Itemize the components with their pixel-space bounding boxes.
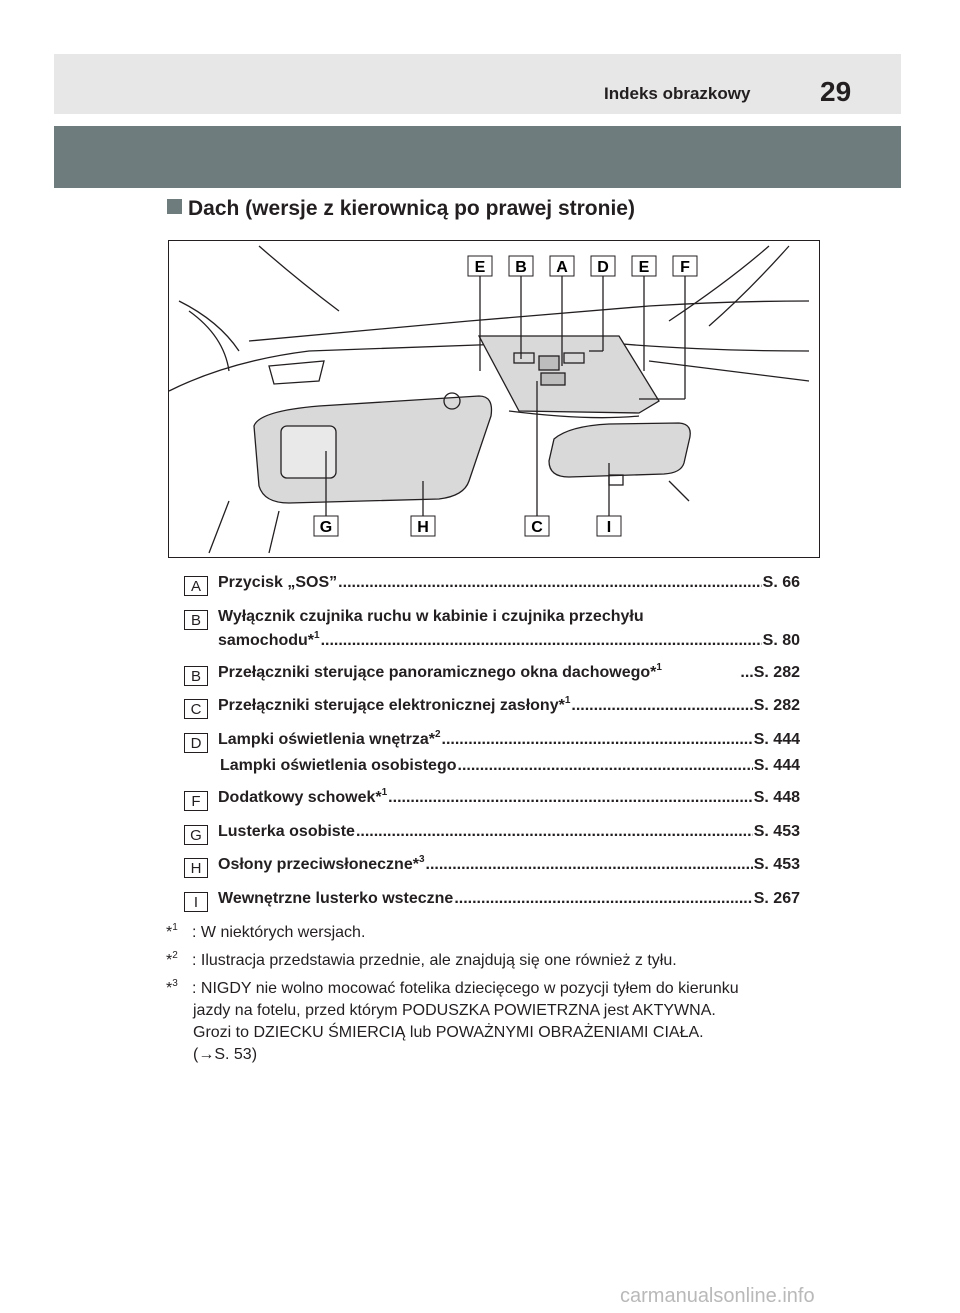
- entry-label: Lusterka osobiste: [218, 823, 355, 840]
- footnote-ref: 3: [418, 854, 425, 865]
- figure-label-top-5: E: [638, 259, 650, 276]
- figure-label-top-2: B: [515, 259, 527, 276]
- entry-badge: G: [184, 825, 208, 845]
- footnote-number: 3: [172, 978, 178, 989]
- footnote-ref: 1: [314, 630, 320, 641]
- figure-label-bottom-3: C: [531, 519, 543, 536]
- entry-label: Osłony przeciwsłoneczne*: [218, 856, 419, 873]
- entry-page[interactable]: S. 66: [762, 574, 800, 591]
- section-title-text: Dach (wersje z kierownicą po prawej stronie): [188, 197, 635, 220]
- entry-page[interactable]: ...S. 282: [740, 664, 800, 681]
- figure-label-bottom-4: I: [606, 519, 612, 536]
- roof-drawing: [169, 241, 819, 557]
- figure-label-top-4: D: [597, 259, 609, 276]
- entry-label: Przełączniki sterujące panoramicznego okna dachowego*: [218, 664, 657, 681]
- footnote-star: *: [166, 924, 173, 941]
- entry-label: Przycisk „SOS”: [218, 574, 338, 591]
- entry-badge: A: [184, 576, 208, 596]
- entry-page[interactable]: S. 453: [753, 823, 800, 840]
- entry-label-cont: Lampki oświetlenia osobistego: [220, 757, 457, 774]
- entry-badge: F: [184, 791, 208, 811]
- entry-page[interactable]: S. 282: [753, 697, 800, 714]
- header-band: [54, 126, 901, 188]
- entry-label: Wewnętrzne lusterko wsteczne: [218, 890, 454, 907]
- entry-page[interactable]: S. 80: [762, 632, 800, 649]
- footnote-text: : W niektórych wersjach.: [192, 924, 366, 941]
- entry-badge: B: [184, 610, 208, 630]
- entry-page[interactable]: S. 267: [753, 890, 800, 907]
- footnote-star: *: [166, 980, 173, 997]
- footnote-text: : Ilustracja przedstawia przednie, ale znajdują się one również z tyłu.: [192, 952, 677, 969]
- footnote-text-line4[interactable]: (→S. 53): [193, 1046, 258, 1063]
- entry-label: Lampki oświetlenia wnętrza*: [218, 731, 435, 748]
- entry-page[interactable]: S. 448: [753, 789, 800, 806]
- footnote-number: 2: [172, 950, 178, 961]
- entry-badge: B: [184, 666, 208, 686]
- bullet-square-icon: [167, 199, 182, 214]
- footnote-text-line2: jazdy na fotelu, przed którym PODUSZKA POWIETRZNA jest AKTYWNA.: [193, 1002, 716, 1019]
- entry-page[interactable]: S. 444: [753, 731, 800, 748]
- roof-illustration: [168, 240, 820, 558]
- entry-label: Przełączniki sterujące elektronicznej zasłony*: [218, 697, 565, 714]
- footnote-ref: 1: [381, 787, 388, 798]
- figure-label-top-6: F: [680, 259, 690, 276]
- entry-badge: H: [184, 858, 208, 878]
- entry-label-cont: samochodu*: [218, 632, 315, 649]
- entry-label: Dodatkowy schowek*: [218, 789, 382, 806]
- figure-label-top-3: A: [556, 259, 568, 276]
- entry-label: Wyłącznik czujnika ruchu w kabinie i czujnika przechyłu: [218, 608, 644, 625]
- entry-badge: C: [184, 699, 208, 719]
- footnote-ref: 1: [656, 662, 662, 673]
- entry-page[interactable]: S. 453: [753, 856, 800, 873]
- watermark: carmanualsonline.info: [620, 1285, 815, 1307]
- page-number: 29: [820, 76, 852, 107]
- footnote-text: : NIGDY nie wolno mocować fotelika dziecięcego w pozycji tyłem do kierunku: [192, 980, 739, 997]
- section-title: [167, 197, 635, 221]
- footnote-star: *: [166, 952, 173, 969]
- footnote-ref: 2: [434, 729, 441, 740]
- header-bar: [54, 54, 901, 114]
- footnote-number: 1: [172, 922, 178, 933]
- footnote-ref: 1: [564, 695, 571, 706]
- figure-label-top-1: E: [474, 259, 486, 276]
- footnote-text-line3: Grozi to DZIECKU ŚMIERCIĄ lub POWAŻNYMI OBRAŻENIAMI CIAŁA.: [193, 1024, 704, 1041]
- header-section-title: Indeks obrazkowy: [604, 84, 751, 103]
- figure-label-bottom-2: H: [417, 519, 429, 536]
- entry-badge: D: [184, 733, 208, 753]
- entry-badge: I: [184, 892, 208, 912]
- figure-label-bottom-1: G: [319, 519, 333, 536]
- entry-page-2[interactable]: S. 444: [753, 757, 800, 774]
